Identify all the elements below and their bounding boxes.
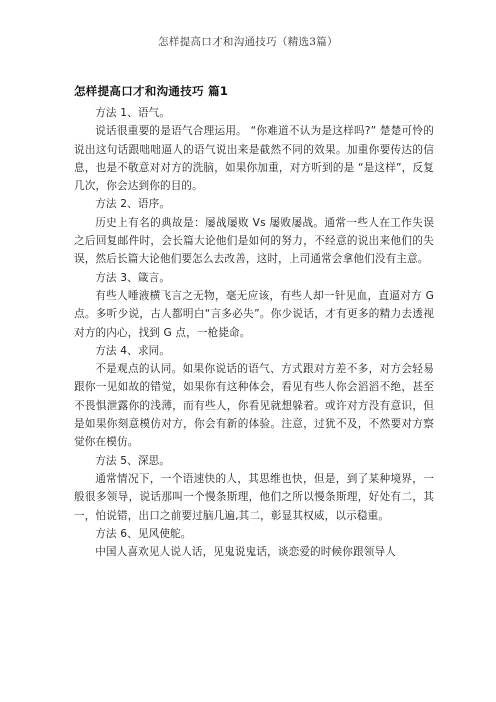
document-header-title: 怎样提高口才和沟通技巧（精选3篇） [158,36,338,48]
paragraph-method-3-body: 有些人唾液横飞言之无物，毫无应该，有些人却一针见血，直逼对方 G 点。多听少说，古人都明白“言多必失”。你少说话，才有更多的精力去透视对方的内心，找到 G 点，一枪毙命。 [74,289,434,339]
paragraph-method-6-body: 中国人喜欢见人说人话，见鬼说鬼话，谈恋爱的时候你跟领导人 [95,546,397,559]
paragraph-method-5-heading: 方法 5、深思。 [95,454,171,467]
article-body [74,104,434,561]
paragraph-method-5-body: 通常情况下，一个语速快的人，其思维也快，但是，到了某种境界，一般很多领导，说话那叫一个慢条斯理，他们之所以慢条斯理，好处有二，其一，怕说错，出口之前要过脑几遍,其二，彰显其权威，以示稳重。 [74,472,434,522]
paragraph-method-4-heading: 方法 4、求同。 [95,344,171,357]
paragraph-method-2-body: 历史上有名的典故是：屡战屡败 Vs 屡败屡战。通常一些人在工作失误之后回复邮件时，会长篇大论他们是如何的努力，不经意的说出来他们的失误，然后长篇大论他们要怎么去改善，这时，上司通常会拿他们没有主意。 [74,216,434,266]
paragraph-method-6-heading: 方法 6、见风使舵。 [95,527,192,540]
paragraph-method-4-body: 不是观点的认同。如果你说话的语气、方式跟对方差不多，对方会轻易跟你一见如故的错觉，如果你有这种体会，看见有些人你会滔滔不绝，甚至不畏惧泄露你的浅薄，而有些人，你看见就想躲着。或许对方没有意识，但是如果你刻意模仿对方，你会有新的体验。注意，过犹不及，不然要对方察觉你在模仿。 [74,363,434,449]
paragraph-method-1-body: 说话很重要的是语气合理运用。 “你难道不认为是这样吗?” 楚楚可怜的说出这句话跟咄咄逼人的语气说出来是截然不同的效果。加重你要传达的信息，也是不敬意对对方的洗脑，如果你加重，对方听到的是 “是这样”，反复几次，你会达到你的目的。 [74,125,434,193]
paragraph-method-2-heading: 方法 2、语序。 [95,198,171,211]
paragraph-method-3-heading: 方法 3、箴言。 [95,271,171,284]
paragraph-method-1-heading: 方法 1、语气。 [95,107,171,119]
article-title: 怎样提高口才和沟通技巧 篇1 [74,84,229,98]
